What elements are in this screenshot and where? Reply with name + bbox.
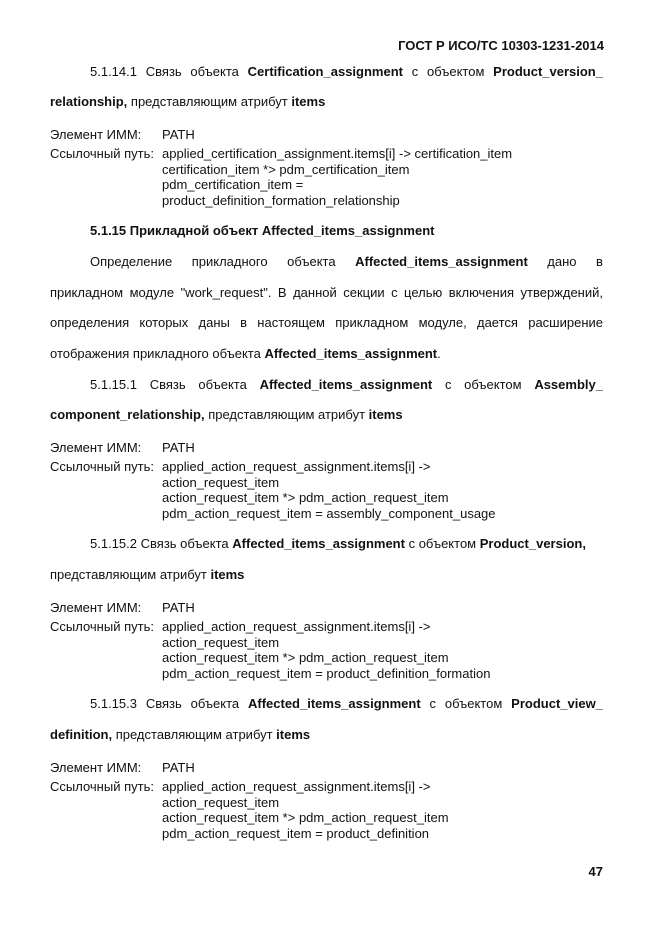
entity-name: Affected_items_assignment (264, 346, 438, 361)
attr-name: items (276, 727, 311, 742)
word: объектом (418, 536, 477, 551)
elem-label: Элемент ИММ: (50, 127, 142, 142)
path-line: applied_action_request_assignment.items[i] -> (162, 619, 431, 634)
text: представляющим атрибут (204, 407, 369, 422)
path-line: action_request_item (162, 634, 280, 650)
path-label: Ссылочный путь: (50, 619, 154, 634)
path-label: Ссылочный путь: (50, 779, 154, 794)
path-line: action_request_item *> pdm_action_request_item (162, 810, 449, 825)
attr-name: items (368, 407, 403, 422)
word: объекта (287, 254, 336, 269)
word: с (408, 536, 416, 551)
s2-para-line4 (50, 346, 441, 361)
section-heading: 5.1.15 Прикладной объект Affected_items_assignment (90, 223, 435, 238)
word: Связь (140, 536, 177, 551)
target-name: Product_version, (479, 536, 586, 551)
entity-name: Certification_assignment (247, 64, 403, 79)
s4-cont-line (50, 567, 244, 582)
path-line: pdm_action_request_item = product_definition (162, 825, 430, 841)
word: с (444, 377, 452, 392)
path-line: pdm_action_request_item = product_definition_formation (162, 665, 491, 681)
word: объектом (464, 377, 522, 392)
s5-cont-line (50, 727, 310, 742)
path-line: action_request_item (162, 794, 280, 810)
attr-name: items (291, 94, 326, 109)
clause-number: 5.1.15.3 (90, 696, 137, 711)
s5-heading-line (90, 696, 603, 711)
path-line: applied_certification_assignment.items[i] -> certification_item (162, 146, 513, 161)
path-line: applied_action_request_assignment.items[i] -> (162, 459, 431, 474)
word: объектом (444, 696, 503, 711)
elem-label: Элемент ИММ: (50, 440, 142, 455)
path-label: Ссылочный путь: (50, 459, 154, 474)
text: . (437, 346, 441, 361)
s4-heading-line (90, 536, 586, 551)
target-name: Product_view_ (511, 696, 603, 711)
elem-value: PATH (162, 600, 195, 615)
text: представляющим атрибут (50, 567, 211, 582)
s1-heading-line (90, 64, 603, 79)
path-label: Ссылочный путь: (50, 146, 154, 161)
attr-name: items (210, 567, 245, 582)
path-line: applied_action_request_assignment.items[i] -> (162, 779, 431, 794)
word: дано (547, 254, 577, 269)
elem-value: PATH (162, 760, 195, 775)
word: объекта (180, 536, 229, 551)
word: Связь (145, 64, 182, 79)
clause-number: 5.1.14.1 (90, 64, 137, 79)
s3-heading-line (90, 377, 603, 392)
s3-cont-line (50, 407, 403, 422)
target-name: Assembly_ (534, 377, 603, 392)
target-name-cont: component_relationship, (50, 407, 205, 422)
elem-value: PATH (162, 440, 195, 455)
word: Связь (149, 377, 186, 392)
word: Связь (145, 696, 182, 711)
path-line: action_request_item (162, 474, 280, 490)
path-block (162, 779, 449, 841)
word: с (411, 64, 419, 79)
page-number: 47 (588, 864, 603, 879)
text: представляющим атрибут (112, 727, 277, 742)
path-line: pdm_action_request_item = assembly_component_usage (162, 505, 496, 521)
document-header: ГОСТ Р ИСО/ТС 10303-1231-2014 (398, 38, 604, 53)
entity-name: Affected_items_assignment (247, 696, 421, 711)
clause-number: 5.1.15.1 (90, 377, 137, 392)
entity-name: Affected_items_assignment (232, 536, 405, 551)
word: объекта (198, 377, 247, 392)
path-line: certification_item *> pdm_certification_item (162, 161, 410, 177)
path-block (162, 459, 496, 521)
target-name-cont: relationship, (50, 94, 128, 109)
path-line: action_request_item *> pdm_action_request_item (162, 650, 449, 665)
path-block (162, 619, 490, 681)
word: объекта (190, 696, 240, 711)
text: отображения прикладного объекта (50, 346, 265, 361)
word: в (596, 254, 603, 269)
word: объектом (426, 64, 485, 79)
path-line: pdm_certification_item = (162, 177, 304, 192)
text: представляющим атрибут (127, 94, 292, 109)
clause-number: 5.1.15.2 (90, 536, 137, 551)
s2-para-line1 (90, 254, 603, 269)
elem-value: PATH (162, 127, 195, 142)
s2-para-line2: прикладном модуле "work_request". В данной секции с целью включения утверждений, (50, 285, 603, 300)
s2-para-line3: определения которых даны в настоящем прикладном модуле, дается расширение (50, 315, 603, 330)
elem-label: Элемент ИММ: (50, 760, 142, 775)
target-name-cont: definition, (50, 727, 113, 742)
word: прикладного (191, 254, 268, 269)
word: с (429, 696, 437, 711)
entity-name: Affected_items_assignment (355, 254, 528, 269)
word: Определение (90, 254, 173, 269)
entity-name: Affected_items_assignment (259, 377, 433, 392)
path-line: product_definition_formation_relationship (162, 192, 400, 208)
word: объекта (190, 64, 239, 79)
path-block (162, 146, 512, 208)
elem-label: Элемент ИММ: (50, 600, 142, 615)
target-name: Product_version_ (493, 64, 603, 79)
s1-cont-line (50, 94, 325, 109)
path-line: action_request_item *> pdm_action_request_item (162, 490, 449, 505)
